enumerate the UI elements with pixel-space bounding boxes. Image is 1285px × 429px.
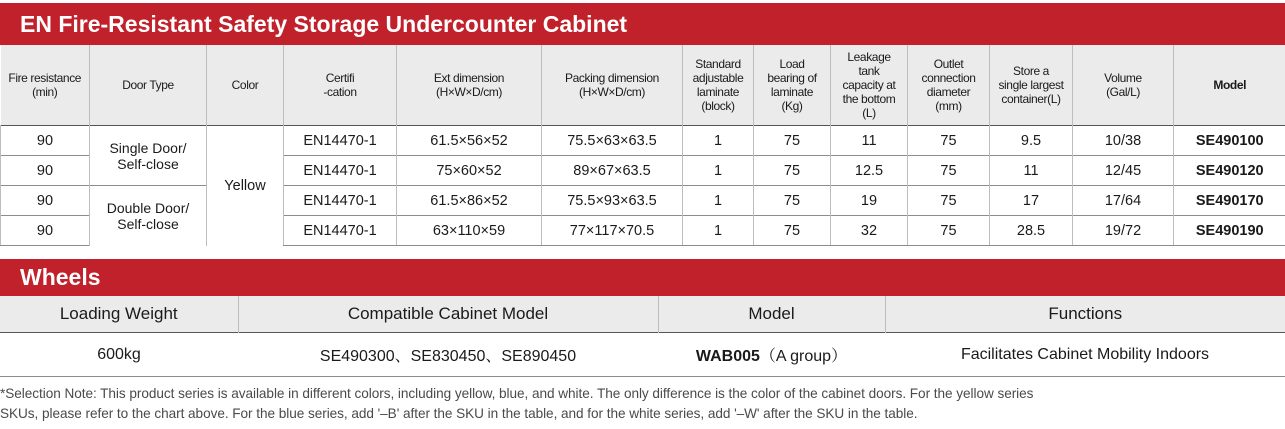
laminate-cell: 1 bbox=[683, 126, 754, 156]
container-cell: 11 bbox=[990, 156, 1073, 186]
laminate-cell: 1 bbox=[683, 216, 754, 246]
pack-cell: 89×67×63.5 bbox=[542, 156, 683, 186]
door-type-line: Self-close bbox=[117, 155, 179, 172]
spec-header-line: Fire resistance bbox=[8, 71, 82, 85]
fire-resistance-cell: 90 bbox=[1, 156, 90, 186]
wheels-model-cell bbox=[658, 333, 885, 377]
spec-header-line: laminate bbox=[696, 85, 740, 99]
door-type-line: Single Door/ bbox=[109, 139, 187, 156]
ext-cell: 75×60×52 bbox=[397, 156, 542, 186]
laminate-cell: 1 bbox=[683, 156, 754, 186]
spec-header-line: -cation bbox=[323, 85, 357, 99]
outlet-cell: 75 bbox=[908, 156, 990, 186]
spec-header-model bbox=[1174, 45, 1285, 126]
spec-header-line: Ext dimension bbox=[433, 71, 505, 85]
spec-header-door-type bbox=[90, 45, 207, 126]
spec-header-line: (H×W×D/cm) bbox=[436, 85, 502, 99]
cabinet-title: EN Fire-Resistant Safety Storage Undercounter Cabinet bbox=[20, 11, 628, 37]
wheels-header-functions: Functions bbox=[885, 296, 1285, 333]
leak-cell: 32 bbox=[831, 216, 908, 246]
wheels-model: WAB005 bbox=[695, 348, 760, 365]
spec-header-line: Store a bbox=[1013, 64, 1049, 78]
model-cell: SE490100 bbox=[1174, 126, 1285, 156]
cert-cell: EN14470-1 bbox=[284, 156, 397, 186]
laminate-cell: 1 bbox=[683, 186, 754, 216]
model-cell: SE490120 bbox=[1174, 156, 1285, 186]
wheels-header-row bbox=[0, 296, 1285, 333]
spec-header-volume bbox=[1073, 45, 1174, 126]
wheels-header-model: Model bbox=[658, 296, 885, 333]
spec-header-line: Packing dimension bbox=[565, 71, 659, 85]
wheels-header-loading-weight: Loading Weight bbox=[0, 296, 238, 333]
spec-header-ext-dimension bbox=[397, 45, 542, 126]
spec-header-load-bearing bbox=[754, 45, 831, 126]
ext-cell: 61.5×56×52 bbox=[397, 126, 542, 156]
spec-header-standard-laminate bbox=[683, 45, 754, 126]
spec-header-line: Outlet bbox=[933, 57, 964, 71]
ext-cell: 63×110×59 bbox=[397, 216, 542, 246]
spec-header-line: connection bbox=[921, 71, 976, 85]
container-cell: 9.5 bbox=[990, 126, 1073, 156]
leak-cell: 19 bbox=[831, 186, 908, 216]
spec-header-largest-container bbox=[990, 45, 1073, 126]
load-cell: 75 bbox=[754, 186, 831, 216]
load-cell: 75 bbox=[754, 216, 831, 246]
spec-header-line: (block) bbox=[701, 99, 735, 113]
spec-header-packing-dimension bbox=[542, 45, 683, 126]
door-type-line: Double Door/ bbox=[106, 199, 190, 216]
spec-header-line: bearing of bbox=[767, 71, 817, 85]
fire-resistance-cell: 90 bbox=[1, 186, 90, 216]
container-cell: 17 bbox=[990, 186, 1073, 216]
leak-cell: 12.5 bbox=[831, 156, 908, 186]
spec-header-line: adjustable bbox=[692, 71, 744, 85]
spec-header-line: Door Type bbox=[122, 78, 174, 92]
cabinet-spec-table bbox=[0, 45, 1285, 246]
wheels-title-banner bbox=[0, 259, 1285, 296]
cabinet-title-banner bbox=[0, 3, 1285, 45]
spec-header-line: capacity at bbox=[842, 78, 896, 92]
volume-cell: 17/64 bbox=[1073, 186, 1174, 216]
fire-resistance-cell: 90 bbox=[1, 216, 90, 246]
cert-cell: EN14470-1 bbox=[284, 186, 397, 216]
load-cell: 75 bbox=[754, 156, 831, 186]
cert-cell: EN14470-1 bbox=[284, 126, 397, 156]
selection-note-line-1: *Selection Note: This product series is available in different colors, including yellow, blue, and white. The only difference is the color of the cabinet doors. For the yellow series bbox=[0, 386, 1034, 401]
ext-cell: 61.5×86×52 bbox=[397, 186, 542, 216]
wheels-compatible-models: SE490300、SE830450、SE890450 bbox=[238, 333, 658, 377]
spec-header-line: laminate bbox=[770, 85, 814, 99]
spec-header-leakage-tank bbox=[831, 45, 908, 126]
spec-header-outlet-diameter bbox=[908, 45, 990, 126]
model-cell: SE490170 bbox=[1174, 186, 1285, 216]
spec-header-line: (min) bbox=[32, 85, 58, 99]
selection-note-line-2: SKUs, please refer to the chart above. For the blue series, add '–B' after the SKU in the table, and for the white series, add '–W' after the SKU in the table. bbox=[0, 406, 918, 421]
model-cell: SE490190 bbox=[1174, 216, 1285, 246]
container-cell: 28.5 bbox=[990, 216, 1073, 246]
spec-header-line: the bottom bbox=[842, 92, 896, 106]
volume-cell: 19/72 bbox=[1073, 216, 1174, 246]
spec-header-line: Leakage bbox=[847, 50, 891, 64]
volume-cell: 12/45 bbox=[1073, 156, 1174, 186]
door-type-cell bbox=[90, 126, 207, 186]
wheels-function: Facilitates Cabinet Mobility Indoors bbox=[885, 333, 1285, 377]
volume-cell: 10/38 bbox=[1073, 126, 1174, 156]
outlet-cell: 75 bbox=[908, 216, 990, 246]
spec-row bbox=[1, 186, 1285, 216]
wheels-table bbox=[0, 296, 1285, 377]
pack-cell: 75.5×63×63.5 bbox=[542, 126, 683, 156]
pack-cell: 77×117×70.5 bbox=[542, 216, 683, 246]
cert-cell: EN14470-1 bbox=[284, 216, 397, 246]
leak-cell: 11 bbox=[831, 126, 908, 156]
spec-header-line: Standard bbox=[695, 57, 741, 71]
load-cell: 75 bbox=[754, 126, 831, 156]
spec-header-line: (mm) bbox=[935, 99, 962, 113]
spec-header-fire-resistance bbox=[1, 45, 90, 126]
wheels-loading-weight: 600kg bbox=[0, 333, 238, 377]
spec-header-color bbox=[207, 45, 284, 126]
spec-header-line: (Gal/L) bbox=[1106, 85, 1140, 99]
spec-header-line: (Kg) bbox=[781, 99, 803, 113]
wheels-row bbox=[0, 333, 1285, 377]
color-cell: Yellow bbox=[207, 126, 284, 246]
spec-header-line: Certifi bbox=[325, 71, 355, 85]
pack-cell: 75.5×93×63.5 bbox=[542, 186, 683, 216]
spec-header-line: Load bbox=[779, 57, 805, 71]
spec-header-line: tank bbox=[858, 64, 880, 78]
spec-header-row bbox=[1, 45, 1285, 126]
spec-header-line: diameter bbox=[926, 85, 971, 99]
wheels-title: Wheels bbox=[20, 264, 101, 290]
fire-resistance-cell: 90 bbox=[1, 126, 90, 156]
door-type-cell bbox=[90, 186, 207, 246]
spec-header-line: Volume bbox=[1104, 71, 1142, 85]
spec-header-line: single largest bbox=[998, 78, 1064, 92]
door-type-line: Self-close bbox=[117, 215, 179, 232]
spec-header-certification bbox=[284, 45, 397, 126]
outlet-cell: 75 bbox=[908, 186, 990, 216]
spec-header-line: (L) bbox=[862, 106, 876, 120]
spec-header-line: Model bbox=[1213, 78, 1247, 92]
outlet-cell: 75 bbox=[908, 126, 990, 156]
wheels-model-group: （A group） bbox=[759, 348, 848, 365]
wheels-header-compatible-model: Compatible Cabinet Model bbox=[238, 296, 658, 333]
spec-header-line: (H×W×D/cm) bbox=[579, 85, 645, 99]
spec-row bbox=[1, 126, 1285, 156]
selection-note bbox=[0, 384, 1285, 424]
spec-header-line: Color bbox=[231, 78, 259, 92]
spec-header-line: container(L) bbox=[1001, 92, 1061, 106]
